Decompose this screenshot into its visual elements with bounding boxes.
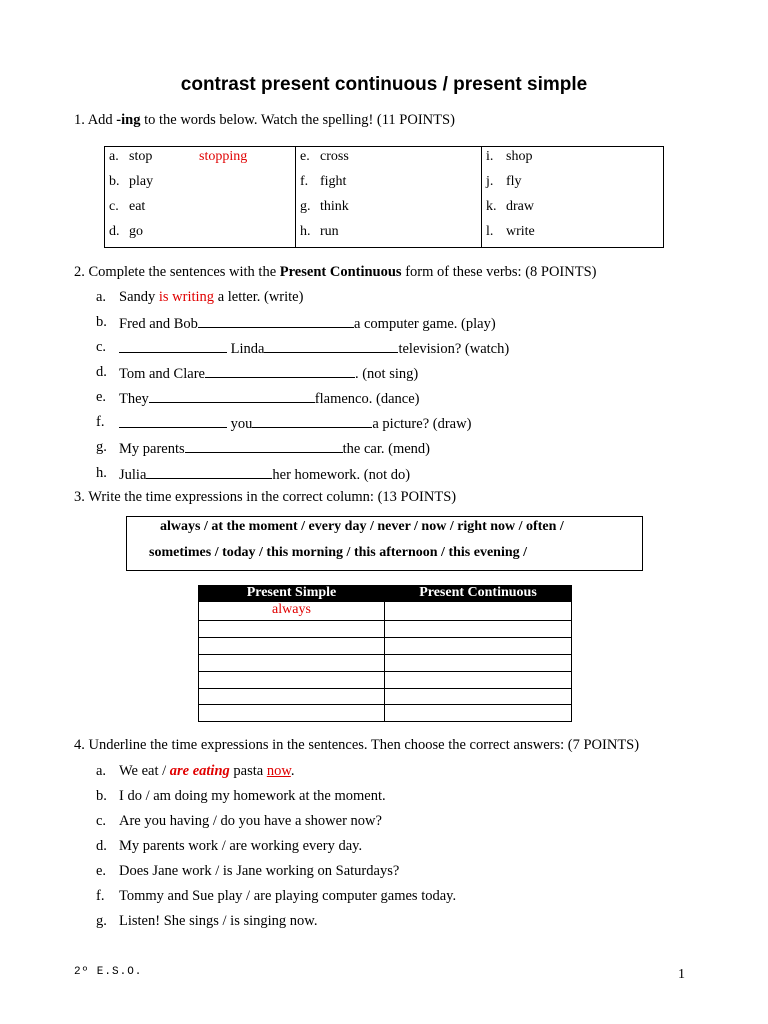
table-row[interactable] — [199, 637, 571, 655]
page-number: 1 — [678, 967, 685, 982]
answer-blank[interactable] — [119, 339, 227, 353]
answer-blank[interactable] — [119, 414, 227, 428]
table-header — [199, 586, 571, 602]
table-row[interactable] — [199, 704, 571, 722]
answer-blank[interactable] — [252, 414, 372, 428]
time-expressions-box — [126, 516, 643, 571]
table-row[interactable] — [199, 671, 571, 689]
header-present-continuous: Present Continuous — [419, 585, 537, 600]
section3-heading: 3. Write the time expressions in the correct column: (13 POINTS) — [74, 489, 457, 505]
table-row[interactable] — [199, 654, 571, 672]
section1-heading: 1. Add -ing to the words below. Watch the spelling! (11 POINTS) — [74, 112, 455, 128]
answer-blank[interactable] — [146, 465, 272, 479]
header-present-simple: Present Simple — [246, 585, 337, 600]
ing-words-table — [104, 146, 664, 248]
time-expressions-line-1: always / at the moment / every day / never / now / right now / often / — [160, 519, 564, 534]
answer-blank[interactable] — [205, 364, 355, 378]
table-row[interactable] — [199, 620, 571, 638]
section2-heading: 2. Complete the sentences with the Present Continuous form of these verbs: (8 POINTS) — [74, 264, 597, 280]
time-expressions-line-2: sometimes / today / this morning / this afternoon / this evening / — [149, 545, 528, 560]
answer-blank[interactable] — [149, 389, 315, 403]
answer-blank[interactable] — [185, 439, 343, 453]
columns-table — [198, 585, 572, 722]
ing-column-1: a. stop stopping b. play c. eat d. go — [109, 149, 248, 239]
answer-cell: always — [272, 602, 311, 617]
worksheet-title: contrast present continuous / present simple — [180, 74, 588, 95]
answer-blank[interactable] — [264, 339, 398, 353]
footer-course: 2º E.S.O. — [74, 966, 143, 978]
ing-column-3: i. shop j. fly k. draw l. write — [481, 147, 664, 247]
answer-blank[interactable] — [198, 314, 354, 328]
column-divider — [384, 602, 385, 721]
ing-column-2: e. cross f. fight g. think h. run — [295, 147, 482, 247]
section4-heading: 4. Underline the time expressions in the sentences. Then choose the correct answers: (7 POINTS) — [74, 737, 640, 753]
